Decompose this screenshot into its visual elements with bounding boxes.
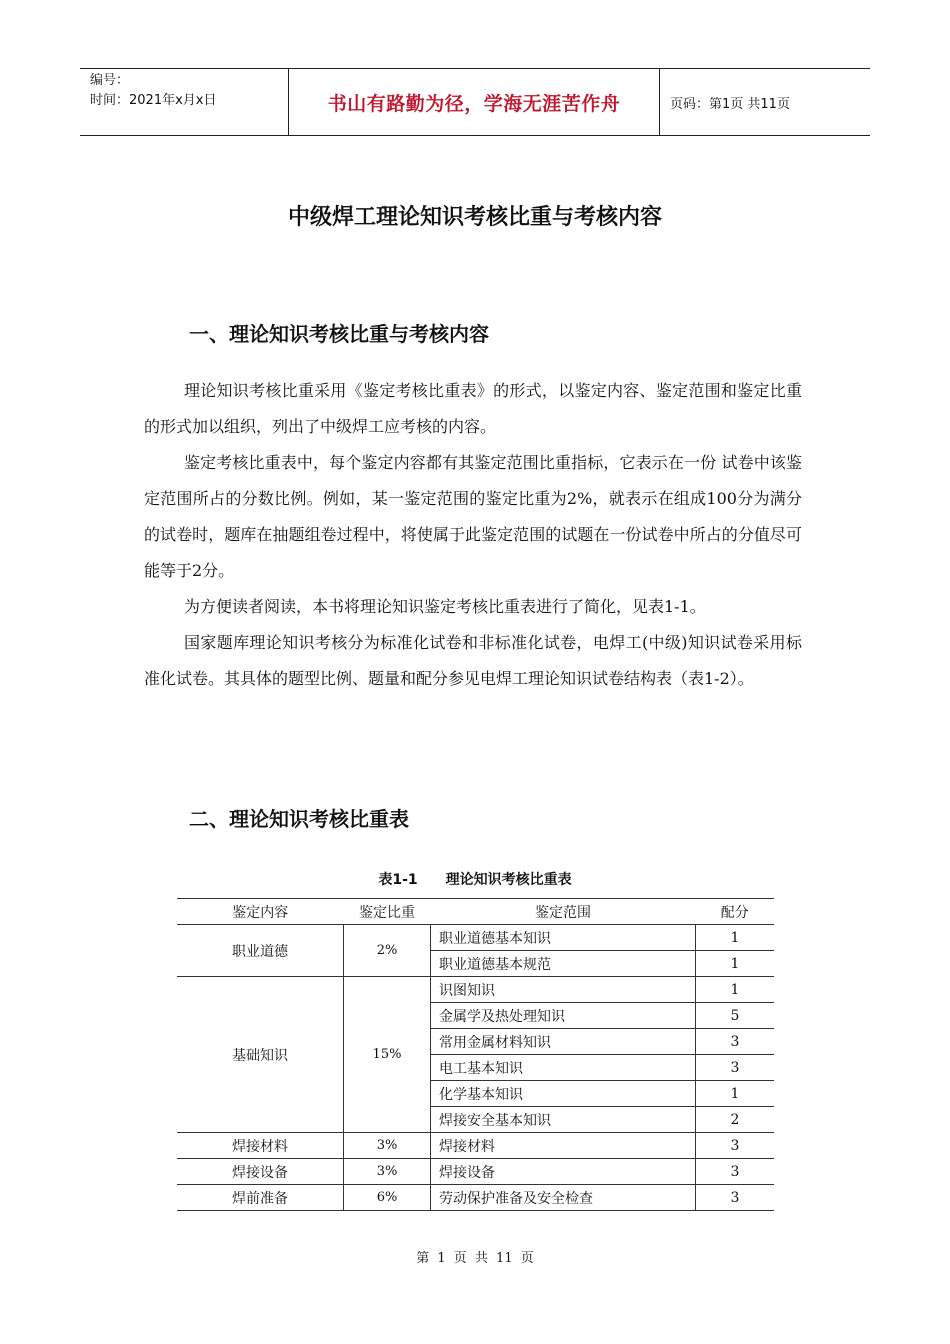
weight-cell: 3%	[344, 1133, 431, 1159]
score-cell: 3	[696, 1159, 775, 1185]
section1-body	[144, 373, 802, 697]
section1-heading: 一、理论知识考核比重与考核内容	[189, 322, 489, 346]
paragraph: 鉴定考核比重表中，每个鉴定内容都有其鉴定范围比重指标，它表示在一份 试卷中该鉴定范围所占的分数比例。例如，某一鉴定范围的鉴定比重为2%，就表示在组成100分为满分的试卷时，题库在抽题组卷过程中，将使属于此鉴定范围的试题在一份试卷中所占的分值尽可能等于2分。	[144, 453, 802, 580]
scope-cell: 职业道德基本知识	[431, 925, 696, 951]
header-motto: 书山有路勤为径，学海无涯苦作舟	[327, 92, 621, 115]
content-cell: 焊前准备	[177, 1185, 344, 1211]
table-row	[177, 977, 774, 1003]
section2-heading: 二、理论知识考核比重表	[189, 807, 409, 831]
table-row	[177, 1133, 774, 1159]
score-cell: 2	[696, 1107, 775, 1133]
header-scope: 鉴定范围	[431, 899, 696, 925]
scope-cell: 识图知识	[431, 977, 696, 1003]
table-row	[177, 1185, 774, 1211]
score-cell: 3	[696, 1055, 775, 1081]
scope-cell: 化学基本知识	[431, 1081, 696, 1107]
table-caption	[0, 869, 950, 889]
score-cell: 1	[696, 1081, 775, 1107]
scope-cell: 电工基本知识	[431, 1055, 696, 1081]
score-cell: 3	[696, 1185, 775, 1211]
weight-cell: 6%	[344, 1185, 431, 1211]
table-header-row	[177, 899, 774, 925]
date-label: 时间：2021年x月x日	[90, 93, 217, 108]
header-meta	[80, 69, 289, 136]
weight-cell: 3%	[344, 1159, 431, 1185]
score-cell: 1	[696, 925, 775, 951]
weight-cell: 2%	[344, 925, 431, 977]
content-cell: 基础知识	[177, 977, 344, 1133]
scope-cell: 焊接设备	[431, 1159, 696, 1185]
header-page-info: 页码：第1页 共11页	[660, 69, 871, 136]
serial-label: 编号：	[90, 73, 130, 88]
score-cell: 5	[696, 1003, 775, 1029]
header-content: 鉴定内容	[177, 899, 344, 925]
scope-cell: 金属学及热处理知识	[431, 1003, 696, 1029]
page-header	[80, 68, 870, 136]
header-score: 配分	[696, 899, 775, 925]
page-footer: 第 1 页 共 11 页	[416, 1251, 534, 1266]
paragraph: 国家题库理论知识考核分为标准化试卷和非标准化试卷，电焊工(中级)知识试卷采用标准化试卷。其具体的题型比例、题量和配分参见电焊工理论知识试卷结构表（表1-2）。	[144, 633, 802, 688]
score-cell: 1	[696, 951, 775, 977]
weight-table	[177, 898, 774, 1211]
score-cell: 3	[696, 1029, 775, 1055]
document-title: 中级焊工理论知识考核比重与考核内容	[287, 205, 662, 230]
table-caption-text: 理论知识考核比重表	[445, 872, 572, 888]
scope-cell: 职业道德基本规范	[431, 951, 696, 977]
table-row	[177, 1159, 774, 1185]
scope-cell: 劳动保护准备及安全检查	[431, 1185, 696, 1211]
table-row	[177, 925, 774, 951]
weight-cell: 15%	[344, 977, 431, 1133]
content-cell: 职业道德	[177, 925, 344, 977]
content-cell: 焊接设备	[177, 1159, 344, 1185]
scope-cell: 焊接材料	[431, 1133, 696, 1159]
paragraph: 理论知识考核比重采用《鉴定考核比重表》的形式，以鉴定内容、鉴定范围和鉴定比重的形式加以组织，列出了中级焊工应考核的内容。	[144, 381, 802, 436]
header-motto-cell	[289, 69, 660, 136]
header-weight: 鉴定比重	[344, 899, 431, 925]
content-cell: 焊接材料	[177, 1133, 344, 1159]
scope-cell: 常用金属材料知识	[431, 1029, 696, 1055]
scope-cell: 焊接安全基本知识	[431, 1107, 696, 1133]
table-caption-number: 表1-1	[378, 872, 418, 888]
score-cell: 1	[696, 977, 775, 1003]
paragraph: 为方便读者阅读，本书将理论知识鉴定考核比重表进行了简化，见表1-1。	[184, 597, 706, 616]
score-cell: 3	[696, 1133, 775, 1159]
